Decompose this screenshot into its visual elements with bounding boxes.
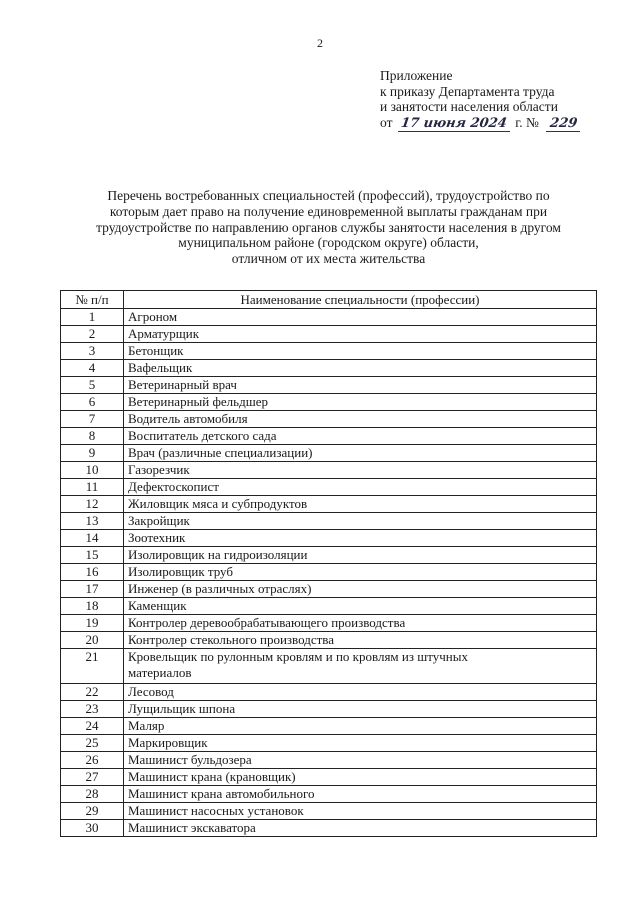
table-row bbox=[61, 649, 597, 684]
header-profession: Наименование специальности (профессии) bbox=[124, 291, 597, 309]
table-row bbox=[61, 513, 597, 530]
row-profession: Изолировщик труб bbox=[124, 564, 597, 581]
appendix-order-line bbox=[380, 115, 580, 133]
row-number: 16 bbox=[61, 564, 124, 581]
table-row bbox=[61, 360, 597, 377]
row-number: 3 bbox=[61, 343, 124, 360]
row-number: 23 bbox=[61, 701, 124, 718]
row-profession: Зоотехник bbox=[124, 530, 597, 547]
handwritten-number-text: 229 bbox=[548, 115, 578, 131]
table-row bbox=[61, 394, 597, 411]
title-line-2: которым дает право на получение единовременной выплаты гражданам при bbox=[109, 203, 548, 219]
table-row bbox=[61, 581, 597, 598]
row-profession: Ветеринарный фельдшер bbox=[124, 394, 597, 411]
row-number: 17 bbox=[61, 581, 124, 598]
table-row bbox=[61, 786, 597, 803]
table-row bbox=[61, 547, 597, 564]
row-number: 11 bbox=[61, 479, 124, 496]
row-number: 10 bbox=[61, 462, 124, 479]
table-row bbox=[61, 445, 597, 462]
row-number: 28 bbox=[61, 786, 124, 803]
table-row bbox=[61, 377, 597, 394]
appendix-line-3: и занятости населения области bbox=[380, 99, 558, 114]
table-row bbox=[61, 530, 597, 547]
row-profession: Врач (различные специализации) bbox=[124, 445, 597, 462]
row-number: 27 bbox=[61, 769, 124, 786]
title-line-3: трудоустройстве по направлению органов службы занятости населения в другом bbox=[96, 219, 561, 235]
table-row bbox=[61, 326, 597, 343]
row-profession: Лущильщик шпона bbox=[124, 701, 597, 718]
row-profession: Машинист экскаватора bbox=[124, 820, 597, 837]
handwritten-date-text: 17 июня 2024 bbox=[400, 115, 508, 131]
table-row bbox=[61, 309, 597, 326]
appendix-line-1: Приложение bbox=[380, 68, 453, 83]
table-row bbox=[61, 769, 597, 786]
handwritten-date bbox=[398, 115, 510, 133]
row-number: 20 bbox=[61, 632, 124, 649]
row-profession: Ветеринарный врач bbox=[124, 377, 597, 394]
row-profession: Контролер деревообрабатывающего производства bbox=[124, 615, 597, 632]
row-profession: Водитель автомобиля bbox=[124, 411, 597, 428]
row-number: 1 bbox=[61, 309, 124, 326]
table-row bbox=[61, 615, 597, 632]
title-line-4: муниципальном районе (городском округе) области, bbox=[178, 235, 479, 251]
row-profession: Жиловщик мяса и субпродуктов bbox=[124, 496, 597, 513]
table-row bbox=[61, 564, 597, 581]
table-row bbox=[61, 428, 597, 445]
row-number: 22 bbox=[61, 684, 124, 701]
row-profession: Инженер (в различных отраслях) bbox=[124, 581, 597, 598]
row-profession: Машинист крана (крановщик) bbox=[124, 769, 597, 786]
row-number: 13 bbox=[61, 513, 124, 530]
professions-table bbox=[60, 290, 597, 837]
handwritten-number bbox=[546, 115, 580, 133]
row-profession: Контролер стекольного производства bbox=[124, 632, 597, 649]
row-profession bbox=[124, 649, 597, 684]
row-number: 18 bbox=[61, 598, 124, 615]
row-number: 12 bbox=[61, 496, 124, 513]
row-profession: Газорезчик bbox=[124, 462, 597, 479]
appendix-line-2: к приказу Департамента труда bbox=[380, 83, 555, 99]
row-number: 9 bbox=[61, 445, 124, 462]
row-profession: Машинист насосных установок bbox=[124, 803, 597, 820]
row-profession: Закройщик bbox=[124, 513, 597, 530]
row-number: 15 bbox=[61, 547, 124, 564]
row-number: 30 bbox=[61, 820, 124, 837]
row-profession: Воспитатель детского сада bbox=[124, 428, 597, 445]
row-number: 4 bbox=[61, 360, 124, 377]
row-number: 21 bbox=[61, 649, 124, 684]
row-profession: Маляр bbox=[124, 718, 597, 735]
row-number: 8 bbox=[61, 428, 124, 445]
row-profession: Машинист крана автомобильного bbox=[124, 786, 597, 803]
row-profession-line-2: материалов bbox=[128, 665, 192, 680]
row-profession: Лесовод bbox=[124, 684, 597, 701]
table-row bbox=[61, 684, 597, 701]
table-row bbox=[61, 411, 597, 428]
row-number: 14 bbox=[61, 530, 124, 547]
table-row bbox=[61, 803, 597, 820]
row-profession: Машинист бульдозера bbox=[124, 752, 597, 769]
appendix-block bbox=[380, 68, 580, 132]
row-profession-line-1: Кровельщик по рулонным кровлям и по кровлям из штучных bbox=[128, 649, 468, 664]
table-row bbox=[61, 632, 597, 649]
row-profession: Бетонщик bbox=[124, 343, 597, 360]
table-row bbox=[61, 752, 597, 769]
page-number: 2 bbox=[317, 36, 323, 50]
table-row bbox=[61, 701, 597, 718]
row-number: 5 bbox=[61, 377, 124, 394]
row-profession: Маркировщик bbox=[124, 735, 597, 752]
row-number: 2 bbox=[61, 326, 124, 343]
order-number-label: г. № bbox=[515, 114, 539, 130]
table-row bbox=[61, 496, 597, 513]
row-profession: Дефектоскопист bbox=[124, 479, 597, 496]
table-row bbox=[61, 820, 597, 837]
table-row bbox=[61, 343, 597, 360]
row-profession: Вафельщик bbox=[124, 360, 597, 377]
row-number: 6 bbox=[61, 394, 124, 411]
from-label: от bbox=[380, 114, 393, 130]
document-title bbox=[60, 188, 597, 267]
row-profession: Арматурщик bbox=[124, 326, 597, 343]
row-number: 29 bbox=[61, 803, 124, 820]
header-number: № п/п bbox=[61, 291, 124, 309]
row-profession: Агроном bbox=[124, 309, 597, 326]
title-line-1: Перечень востребованных специальностей (профессий), трудоустройство по bbox=[107, 188, 550, 203]
title-line-5: отличном от их места жительства bbox=[231, 251, 426, 267]
row-number: 19 bbox=[61, 615, 124, 632]
table-row bbox=[61, 462, 597, 479]
row-number: 7 bbox=[61, 411, 124, 428]
row-profession: Каменщик bbox=[124, 598, 597, 615]
table-row bbox=[61, 598, 597, 615]
table-row bbox=[61, 479, 597, 496]
row-profession: Изолировщик на гидроизоляции bbox=[124, 547, 597, 564]
row-number: 24 bbox=[61, 718, 124, 735]
table-row bbox=[61, 735, 597, 752]
table-header-row bbox=[61, 291, 597, 309]
row-number: 26 bbox=[61, 752, 124, 769]
row-number: 25 bbox=[61, 735, 124, 752]
table-row bbox=[61, 718, 597, 735]
